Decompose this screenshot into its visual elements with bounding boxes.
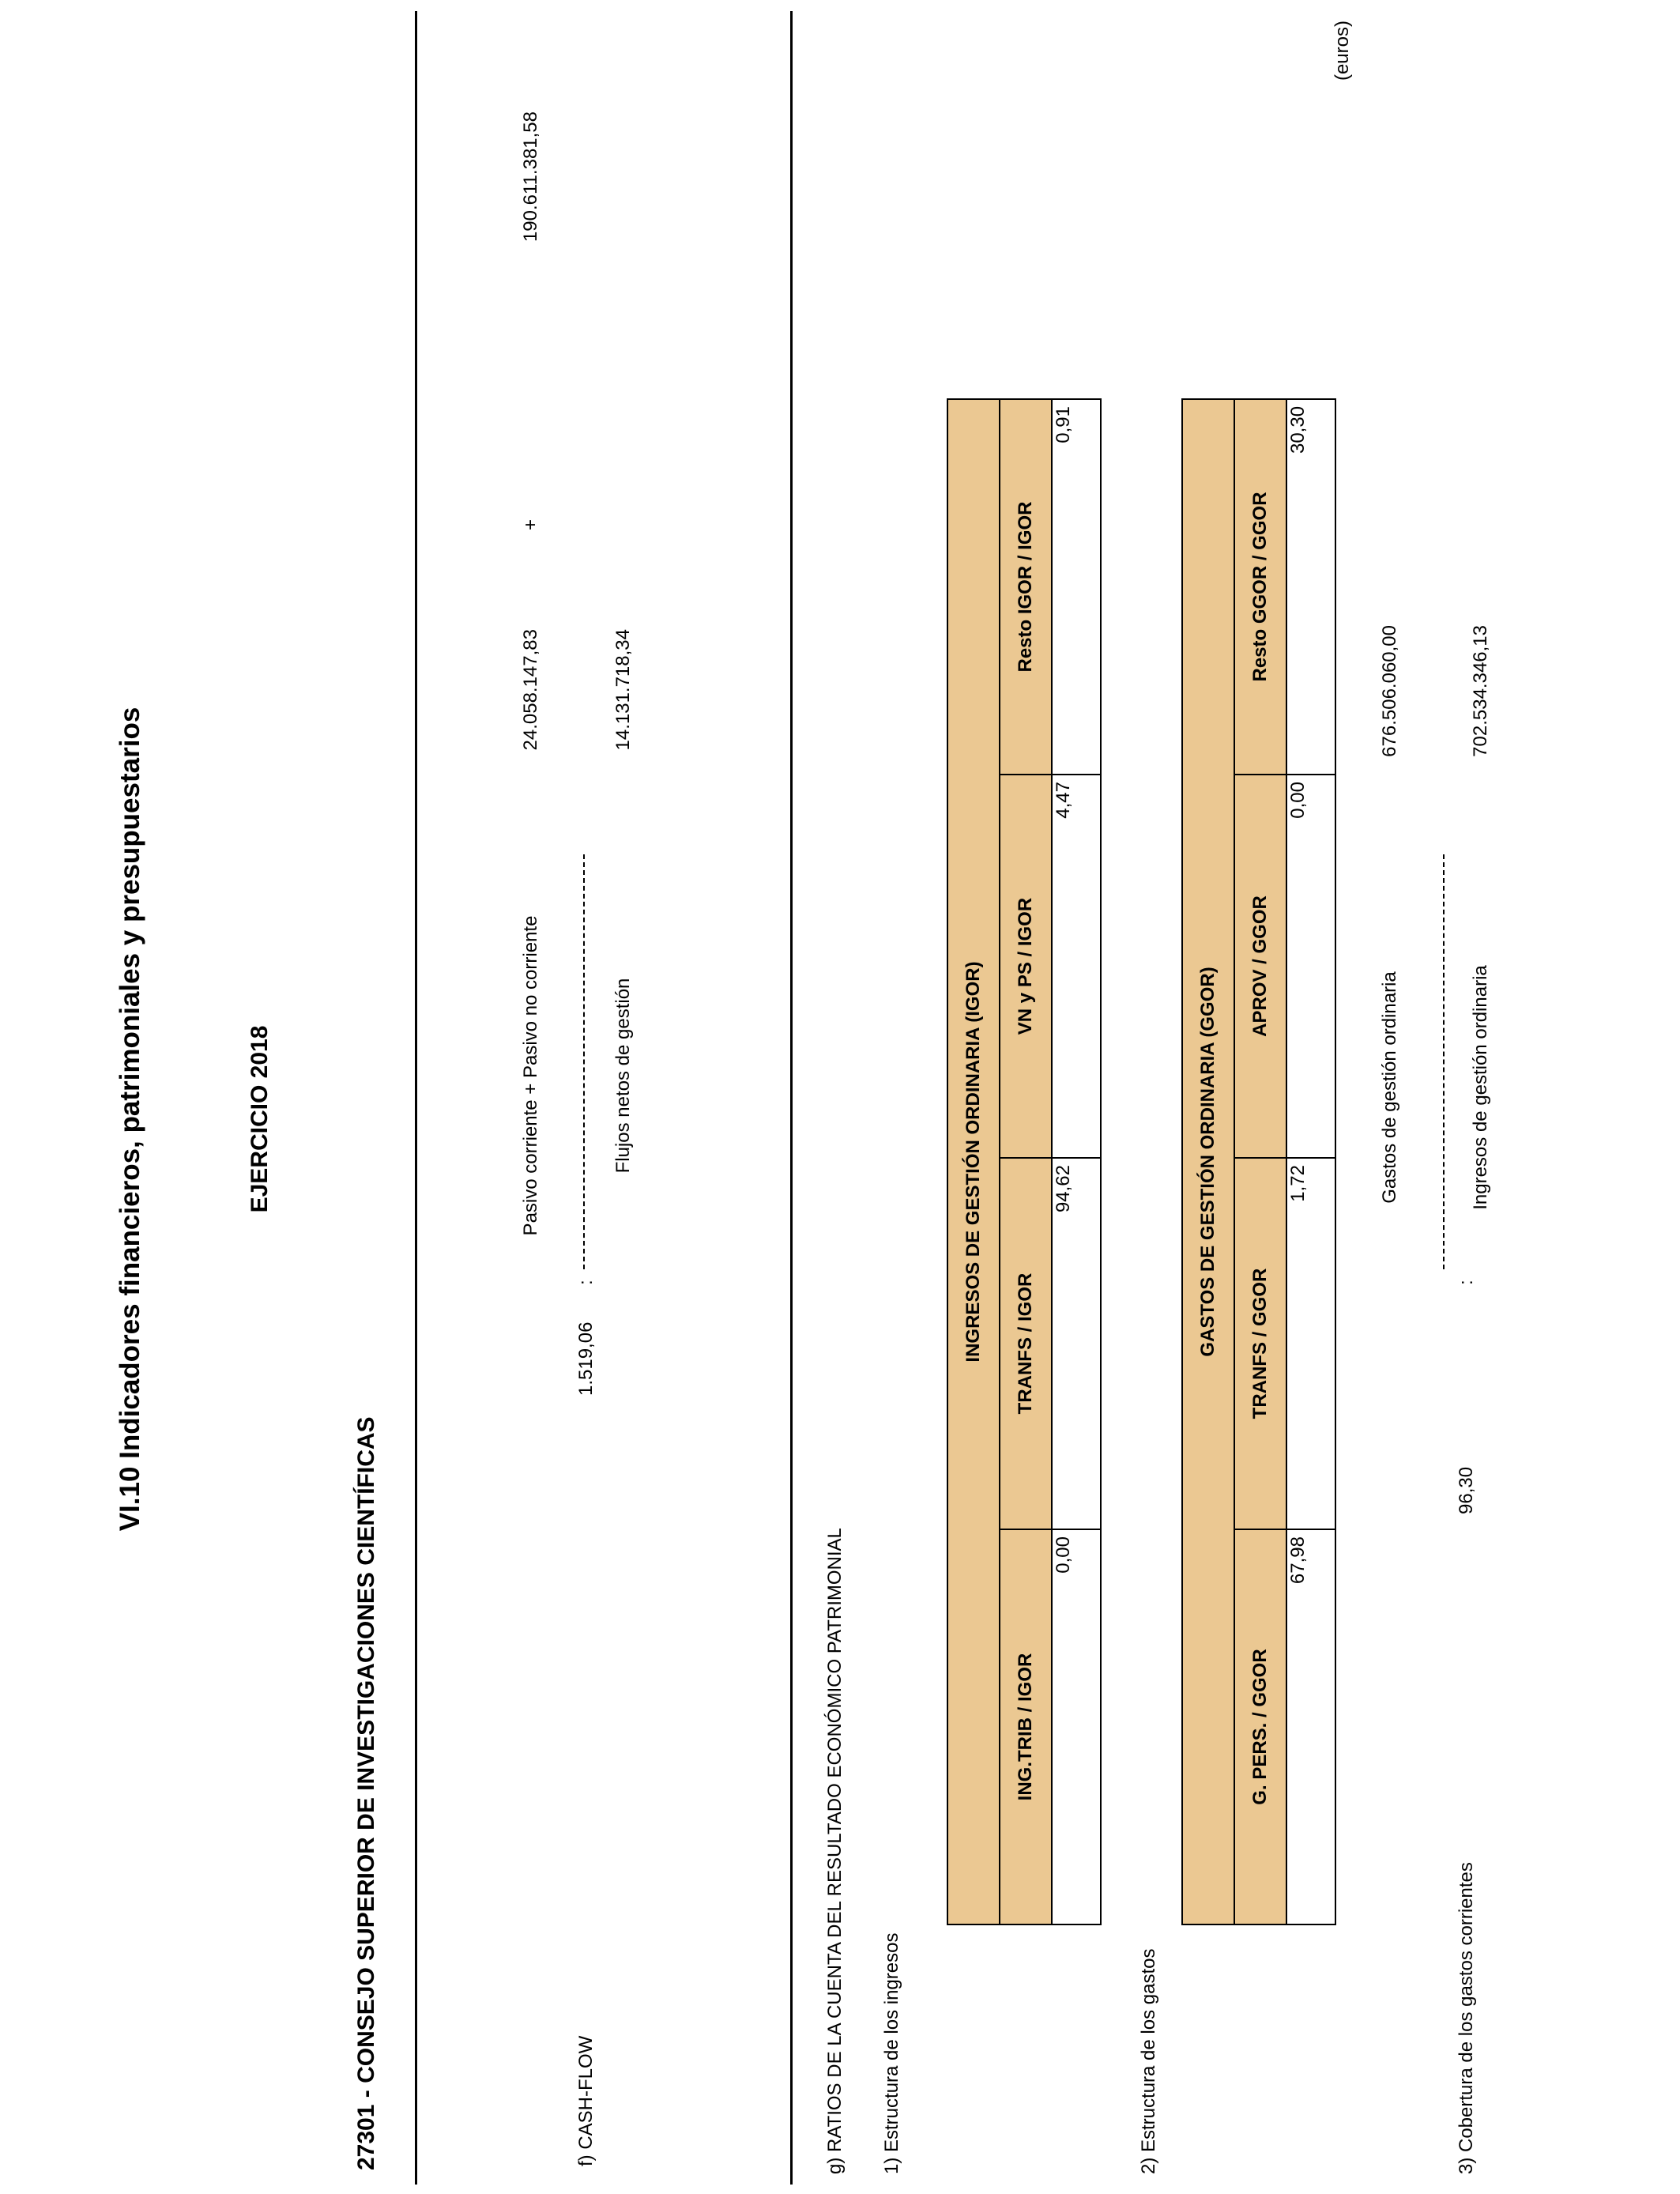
top-divider <box>415 11 417 2185</box>
gastos-ratio-value: 1,72 <box>1286 1158 1335 1529</box>
gastos-ratio-value: 30,30 <box>1286 399 1335 775</box>
ingresos-table-header: INGRESOS DE GESTIÓN ORDINARIA (IGOR) <box>947 399 1000 1924</box>
ingresos-structure-label: 1) Estructura de los ingresos <box>881 1932 902 2174</box>
cashflow-denominator-value: 14.131.718,34 <box>612 629 634 751</box>
cashflow-value: 1.519,06 <box>575 1321 597 1396</box>
cobertura-denominator-label: Ingresos de gestión ordinaria <box>1470 965 1491 1210</box>
cobertura-fraction-line <box>1443 854 1445 1269</box>
ingresos-ratio-value: 0,91 <box>1052 399 1101 775</box>
entity-title: 27301 - CONSEJO SUPERIOR DE INVESTIGACIONES CIENTÍFICAS <box>353 1416 379 2170</box>
cashflow-numerator-b: 190.611.381,58 <box>520 111 541 243</box>
ratios-section-title: g) RATIOS DE LA CUENTA DEL RESULTADO ECONÓMICO PATRIMONIAL <box>824 1528 846 2174</box>
page-title: VI.10 Indicadores financieros, patrimoniales y presupuestarios <box>115 707 145 1532</box>
ingresos-ratio-value: 94,62 <box>1052 1158 1101 1529</box>
exercise-label: EJERCICIO 2018 <box>247 1025 273 1213</box>
section-divider <box>790 11 793 2185</box>
cobertura-label: 3) Cobertura de los gastos corrientes <box>1456 1862 1477 2174</box>
gastos-col-header: TRANFS / GGOR <box>1234 1158 1286 1529</box>
cashflow-fraction-line <box>583 854 585 1269</box>
gastos-structure-label: 2) Estructura de los gastos <box>1138 1948 1159 2174</box>
gastos-ratio-value: 0,00 <box>1286 775 1335 1158</box>
gastos-ratio-table <box>1181 398 1336 1925</box>
ingresos-ratio-value: 0,00 <box>1052 1529 1101 1924</box>
unit-label: (euros) <box>1332 21 1353 81</box>
cobertura-numerator-label: Gastos de gestión ordinaria <box>1379 971 1400 1204</box>
cashflow-numerator-label: Pasivo corriente + Pasivo no corriente <box>520 915 541 1236</box>
cobertura-value: 96,30 <box>1456 1466 1477 1514</box>
ingresos-col-header: TRANFS / IGOR <box>1000 1158 1052 1529</box>
gastos-table-header: GASTOS DE GESTIÓN ORDINARIA (GGOR) <box>1182 399 1234 1924</box>
ingresos-col-header: VN y PS / IGOR <box>1000 775 1052 1158</box>
ingresos-ratio-table <box>947 398 1102 1925</box>
cobertura-colon: : <box>1456 1280 1477 1285</box>
gastos-col-header: Resto GGOR / GGOR <box>1234 399 1286 775</box>
cashflow-label: f) CASH-FLOW <box>575 2035 597 2166</box>
cashflow-plus: + <box>520 518 541 530</box>
gastos-col-header: APROV / GGOR <box>1234 775 1286 1158</box>
ingresos-col-header: Resto IGOR / IGOR <box>1000 399 1052 775</box>
ingresos-col-header: ING.TRIB / IGOR <box>1000 1529 1052 1924</box>
gastos-ratio-value: 67,98 <box>1286 1529 1335 1924</box>
gastos-col-header: G. PERS. / GGOR <box>1234 1529 1286 1924</box>
cashflow-denominator-label: Flujos netos de gestión <box>612 978 634 1174</box>
ingresos-ratio-value: 4,47 <box>1052 775 1101 1158</box>
cobertura-denominator-value: 702.534.346,13 <box>1470 625 1491 757</box>
cashflow-numerator-a: 24.058.147,83 <box>520 629 541 751</box>
cashflow-colon: : <box>575 1280 597 1285</box>
cobertura-numerator-value: 676.506.060,00 <box>1379 625 1400 757</box>
